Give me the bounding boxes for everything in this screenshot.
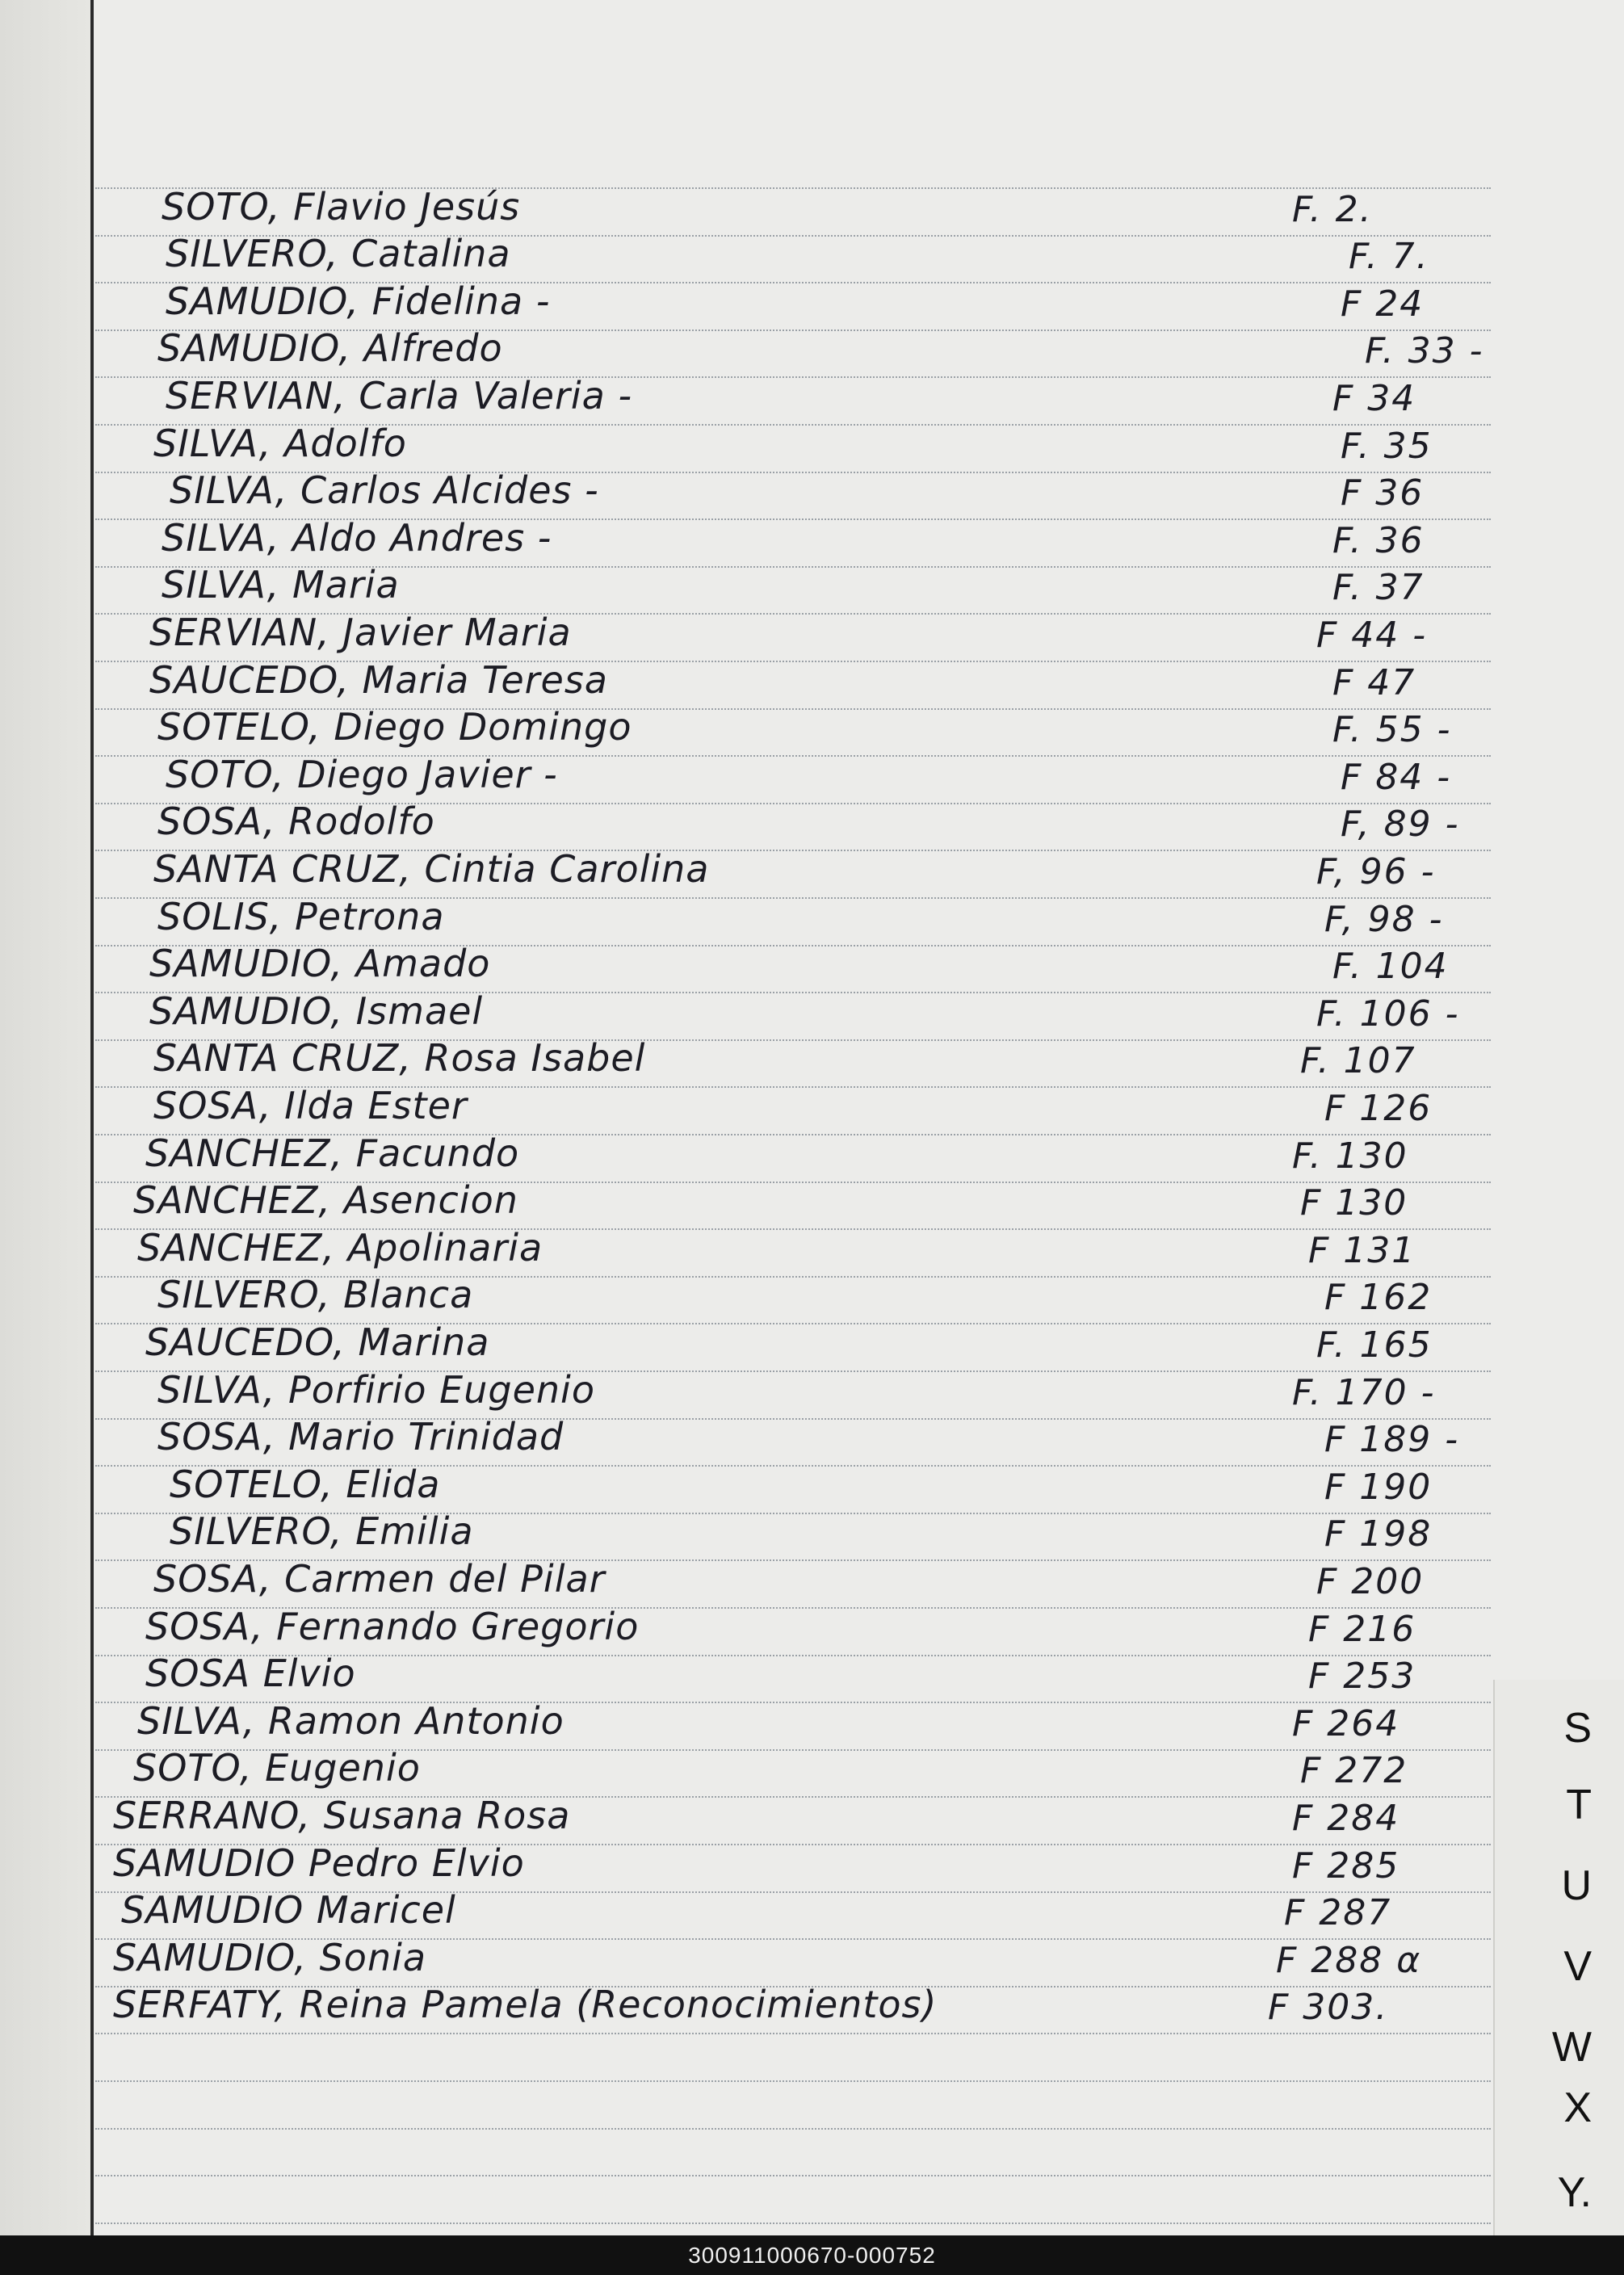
index-entry (0, 1557, 1624, 1607)
entry-name: SOSA, Rodolfo (157, 800, 435, 844)
index-entry (0, 563, 1624, 613)
entry-folio: F 126 (1324, 1088, 1433, 1129)
entry-folio: F 198 (1324, 1513, 1433, 1555)
entry-folio: F. 106 - (1316, 993, 1460, 1035)
entry-name: SILVERO, Emilia (170, 1509, 474, 1554)
index-entry (0, 1509, 1624, 1559)
entry-name: SAMUDIO Pedro Elvio (113, 1841, 525, 1885)
entry-folio: F 253 (1308, 1656, 1416, 1698)
entry-folio: F 36 (1341, 472, 1425, 514)
entry-folio: F. 2. (1292, 188, 1373, 230)
index-entry (0, 1935, 1624, 1986)
entry-name: SAMUDIO, Alfredo (157, 326, 503, 371)
index-entry (0, 1746, 1624, 1796)
entry-name: SERRANO, Susana Rosa (113, 1794, 571, 1837)
entry-name: SILVERO, Catalina (166, 232, 511, 276)
entry-folio: F. 35 (1341, 425, 1433, 467)
index-entry (0, 1273, 1624, 1323)
entry-folio: F 264 (1292, 1702, 1400, 1744)
entry-name: SOSA, Mario Trinidad (157, 1415, 564, 1459)
entry-name: SANCHEZ, Apolinaria (137, 1225, 543, 1270)
entry-name: SILVERO, Blanca (157, 1273, 474, 1317)
entry-name: SILVA, Ramon Antonio (137, 1698, 564, 1743)
entry-folio: F 200 (1316, 1561, 1425, 1602)
entry-folio: F. 104 (1332, 946, 1449, 988)
index-entry (0, 1320, 1624, 1370)
index-tab-t[interactable]: T (1566, 1782, 1592, 1828)
ruled-line (95, 2033, 1491, 2034)
entry-folio: F, 96 - (1316, 851, 1436, 892)
entry-name: SAMUDIO, Fidelina - (166, 279, 551, 323)
entry-name: SILVA, Carlos Alcides - (170, 468, 599, 513)
index-entry (0, 942, 1624, 992)
entry-name: SAMUDIO Maricel (121, 1888, 456, 1933)
scan-footer (0, 2235, 1624, 2275)
entry-name: SOSA Elvio (145, 1652, 356, 1696)
index-entry (0, 421, 1624, 472)
entry-folio: F 303. (1268, 1987, 1389, 2029)
entry-folio: F 131 (1308, 1229, 1416, 1271)
entry-folio: F 287 (1284, 1892, 1392, 1934)
index-entry (0, 1367, 1624, 1418)
entry-folio: F 284 (1292, 1798, 1400, 1839)
entry-name: SANTA CRUZ, Cintia Carolina (153, 847, 710, 891)
entry-name: SOTO, Eugenio (133, 1746, 421, 1790)
entry-folio: F. 33 - (1365, 330, 1484, 372)
index-entry (0, 1841, 1624, 1891)
entry-folio: F 162 (1324, 1277, 1433, 1319)
entry-name: SANCHEZ, Facundo (145, 1131, 520, 1175)
entry-folio: F. 170 - (1292, 1371, 1436, 1413)
index-entry (0, 1983, 1624, 2033)
entry-folio: F. 165 (1316, 1324, 1433, 1366)
index-entry (0, 279, 1624, 329)
entry-name: SAMUDIO, Sonia (113, 1935, 427, 1979)
index-entry (0, 232, 1624, 282)
index-entry (0, 326, 1624, 376)
index-entry (0, 752, 1624, 803)
index-entry (0, 1698, 1624, 1749)
index-entry (0, 847, 1624, 897)
entry-folio: F 216 (1308, 1608, 1416, 1650)
index-entry (0, 1225, 1624, 1276)
entry-name: SERFATY, Reina Pamela (Reconocimientos) (113, 1983, 938, 2027)
index-entry (0, 988, 1624, 1039)
index-entry (0, 1462, 1624, 1513)
entry-folio: F, 98 - (1324, 898, 1444, 940)
alphabet-index-tabs (1493, 1680, 1624, 2235)
entry-name: SANTA CRUZ, Rosa Isabel (153, 1036, 646, 1081)
entry-name: SOTELO, Elida (170, 1462, 441, 1506)
entry-folio: F 24 (1341, 283, 1425, 325)
entry-name: SILVA, Adolfo (153, 421, 407, 465)
index-tab-s[interactable]: S (1563, 1705, 1592, 1752)
index-entry (0, 1178, 1624, 1228)
index-entry (0, 1794, 1624, 1844)
entry-name: SOTO, Diego Javier - (166, 752, 558, 796)
index-entry (0, 894, 1624, 945)
entry-folio: F. 107 (1300, 1040, 1416, 1082)
entry-name: SOLIS, Petrona (157, 894, 445, 938)
index-entry (0, 657, 1624, 708)
entry-folio: F 44 - (1316, 615, 1428, 656)
entry-name: SOTO, Flavio Jesús (162, 184, 521, 229)
entry-name: SILVA, Aldo Andres - (162, 515, 552, 560)
index-tab-w[interactable]: W (1551, 2024, 1592, 2071)
entry-name: SAUCEDO, Marina (145, 1320, 490, 1364)
ruled-line (95, 2175, 1491, 2176)
index-entry (0, 611, 1624, 661)
index-tab-v[interactable]: V (1563, 1943, 1592, 1990)
entry-name: SILVA, Porfirio Eugenio (157, 1367, 595, 1412)
ruled-line (95, 2128, 1491, 2130)
entry-name: SOSA, Carmen del Pilar (153, 1557, 606, 1601)
entry-name: SOSA, Ilda Ester (153, 1084, 468, 1127)
entry-name: SAMUDIO, Amado (149, 942, 491, 986)
entry-folio: F. 55 - (1332, 709, 1452, 751)
entry-name: SAMUDIO, Ismael (149, 988, 484, 1033)
index-entry (0, 374, 1624, 424)
entry-name: SANCHEZ, Asencion (133, 1178, 518, 1223)
entry-folio: F 84 - (1341, 756, 1452, 798)
entry-folio: F 130 (1300, 1182, 1408, 1224)
index-entry (0, 468, 1624, 518)
index-entry (0, 1084, 1624, 1134)
index-entry (0, 1652, 1624, 1702)
entry-folio: F 190 (1324, 1466, 1433, 1508)
entry-folio: F, 89 - (1341, 804, 1460, 846)
index-tab-x[interactable]: X (1563, 2084, 1592, 2131)
entry-name: SERVIAN, Javier Maria (149, 611, 572, 654)
entry-name: SAUCEDO, Maria Teresa (149, 657, 608, 702)
entry-folio: F 272 (1300, 1750, 1408, 1792)
index-entry (0, 1415, 1624, 1465)
ruled-line (95, 2080, 1491, 2082)
index-entry (0, 1604, 1624, 1655)
entry-folio: F. 36 (1332, 519, 1425, 561)
index-entry (0, 184, 1624, 235)
index-entry (0, 1888, 1624, 1938)
entry-name: SILVA, Maria (162, 563, 400, 607)
index-tab-y[interactable]: Y. (1557, 2169, 1592, 2216)
entry-name: SOTELO, Diego Domingo (157, 705, 632, 749)
entry-name: SERVIAN, Carla Valeria - (166, 374, 633, 418)
entry-folio: F. 7. (1349, 236, 1429, 278)
index-entry (0, 1036, 1624, 1086)
entry-folio: F 288 α (1276, 1939, 1422, 1981)
entry-folio: F 285 (1292, 1845, 1400, 1887)
index-entry (0, 800, 1624, 850)
entry-folio: F 189 - (1324, 1419, 1460, 1461)
index-tab-u[interactable]: U (1561, 1862, 1592, 1909)
ruled-line (95, 2223, 1491, 2224)
entry-name: SOSA, Fernando Gregorio (145, 1604, 640, 1648)
entry-folio: F 47 (1332, 661, 1416, 703)
index-entry (0, 515, 1624, 566)
document-code: 300911000670-000752 (688, 2242, 936, 2268)
entry-folio: F. 130 (1292, 1135, 1408, 1177)
index-entry (0, 705, 1624, 755)
entry-folio: F 34 (1332, 378, 1416, 419)
entry-folio: F. 37 (1332, 567, 1425, 609)
index-entry (0, 1131, 1624, 1182)
